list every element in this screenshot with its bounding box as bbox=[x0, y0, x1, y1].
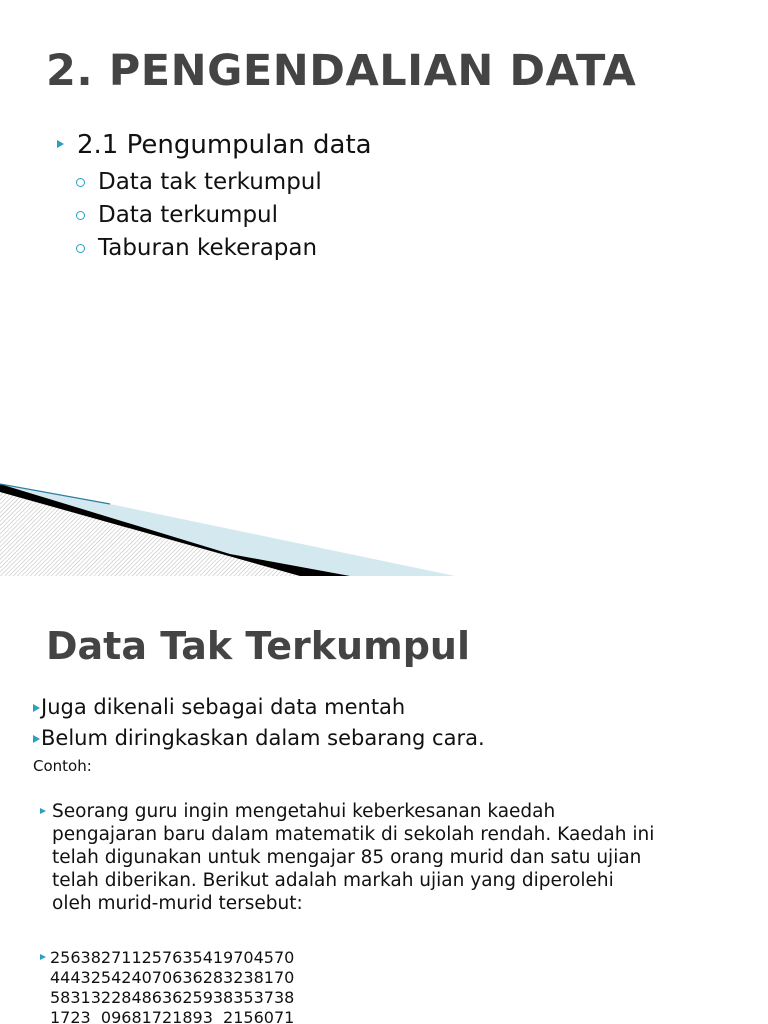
mark-cell: 28 bbox=[111, 988, 132, 1007]
mark-cell: 63 bbox=[151, 988, 173, 1007]
slide-title: Data Tak Terkumpul bbox=[46, 624, 470, 668]
hollow-circle-icon bbox=[76, 178, 85, 187]
decorative-wave-shape bbox=[0, 470, 768, 576]
mark-cell: 48 bbox=[131, 988, 152, 1007]
example-label: Contoh: bbox=[33, 757, 92, 775]
bullet-label: 2.1 Pengumpulan data bbox=[77, 130, 372, 160]
mark-cell: 15 bbox=[233, 1008, 254, 1024]
mark-cell: 70 bbox=[151, 968, 173, 987]
triangle-right-icon bbox=[33, 735, 40, 743]
mark-cell: 93 bbox=[192, 1008, 213, 1024]
bullet-label: Belum diringkaskan dalam sebarang cara. bbox=[41, 726, 485, 750]
mark-cell: 45 bbox=[253, 948, 274, 967]
mark-cell: 44 bbox=[50, 968, 71, 987]
mark-cell: 96 bbox=[111, 1008, 132, 1024]
mark-cell: 35 bbox=[233, 988, 254, 1007]
mark-cell: 38 bbox=[273, 988, 295, 1007]
mark-cell: 82 bbox=[90, 948, 112, 967]
mark-cell: 17 bbox=[50, 1008, 71, 1024]
paragraph-line: telah digunakan untuk mengajar 85 orang murid dan satu ujian bbox=[52, 847, 642, 868]
mark-cell: 0 bbox=[100, 1008, 112, 1024]
mark-cell: 32 bbox=[90, 988, 112, 1007]
triangle-right-icon bbox=[40, 954, 46, 960]
table-row bbox=[50, 1008, 294, 1024]
mark-cell: 81 bbox=[253, 968, 274, 987]
mark-cell: 54 bbox=[192, 948, 213, 967]
mark-cell: 83 bbox=[212, 968, 234, 987]
mark-cell: 81 bbox=[131, 1008, 152, 1024]
mark-cell: 25 bbox=[90, 968, 112, 987]
triangle-right-icon bbox=[40, 808, 46, 814]
triangle-right-icon bbox=[57, 140, 64, 148]
mark-cell: 59 bbox=[192, 988, 213, 1007]
mark-cell: 58 bbox=[50, 988, 71, 1007]
mark-cell: 23 bbox=[233, 968, 254, 987]
table-row bbox=[50, 968, 294, 988]
mark-cell: 12 bbox=[131, 948, 152, 967]
slide-2 bbox=[0, 576, 768, 1024]
mark-cell: 37 bbox=[253, 988, 274, 1007]
mark-cell: 72 bbox=[151, 1008, 173, 1024]
mark-cell: 70 bbox=[273, 968, 295, 987]
table-row bbox=[50, 948, 294, 968]
mark-cell: 2 bbox=[223, 1008, 234, 1024]
triangle-right-icon bbox=[33, 704, 40, 712]
hollow-circle-icon bbox=[76, 211, 85, 220]
mark-cell: 63 bbox=[70, 948, 91, 967]
bullet-label: Juga dikenali sebagai data mentah bbox=[41, 695, 406, 719]
mark-cell: 62 bbox=[192, 968, 213, 987]
mark-cell: 42 bbox=[111, 968, 132, 987]
paragraph-line: pengajaran baru dalam matematik di sekolah rendah. Kaedah ini bbox=[52, 824, 655, 845]
mark-cell: 71 bbox=[111, 948, 132, 967]
sub-bullet-label: Data tak terkumpul bbox=[98, 169, 322, 195]
mark-cell: 40 bbox=[131, 968, 152, 987]
mark-cell: 70 bbox=[233, 948, 254, 967]
mark-cell: 31 bbox=[70, 988, 91, 1007]
mark-cell: 70 bbox=[273, 948, 295, 967]
mark-cell: 57 bbox=[151, 948, 173, 967]
mark-cell: 38 bbox=[212, 988, 234, 1007]
mark-cell: 43 bbox=[70, 968, 91, 987]
mark-cell: 18 bbox=[172, 1008, 193, 1024]
table-row bbox=[50, 988, 294, 1008]
marks-table bbox=[50, 948, 294, 1024]
slide-title: 2. PENGENDALIAN DATA bbox=[46, 46, 637, 96]
mark-cell: 63 bbox=[172, 948, 193, 967]
mark-cell: 60 bbox=[253, 1008, 274, 1024]
mark-cell: 62 bbox=[172, 988, 193, 1007]
sub-bullet-label: Data terkumpul bbox=[98, 202, 279, 228]
paragraph-line: Seorang guru ingin mengetahui keberkesanan kaedah bbox=[52, 801, 556, 822]
mark-cell: 25 bbox=[50, 948, 71, 967]
mark-cell: 71 bbox=[273, 1008, 295, 1024]
mark-cell: 19 bbox=[212, 948, 234, 967]
mark-cell: 23 bbox=[70, 1008, 91, 1024]
hollow-circle-icon bbox=[76, 244, 85, 253]
sub-bullet-label: Taburan kekerapan bbox=[98, 235, 318, 261]
paragraph-line: oleh murid-murid tersebut: bbox=[52, 893, 303, 914]
mark-cell: 63 bbox=[172, 968, 193, 987]
paragraph-line: telah diberikan. Berikut adalah markah ujian yang diperolehi bbox=[52, 870, 614, 891]
